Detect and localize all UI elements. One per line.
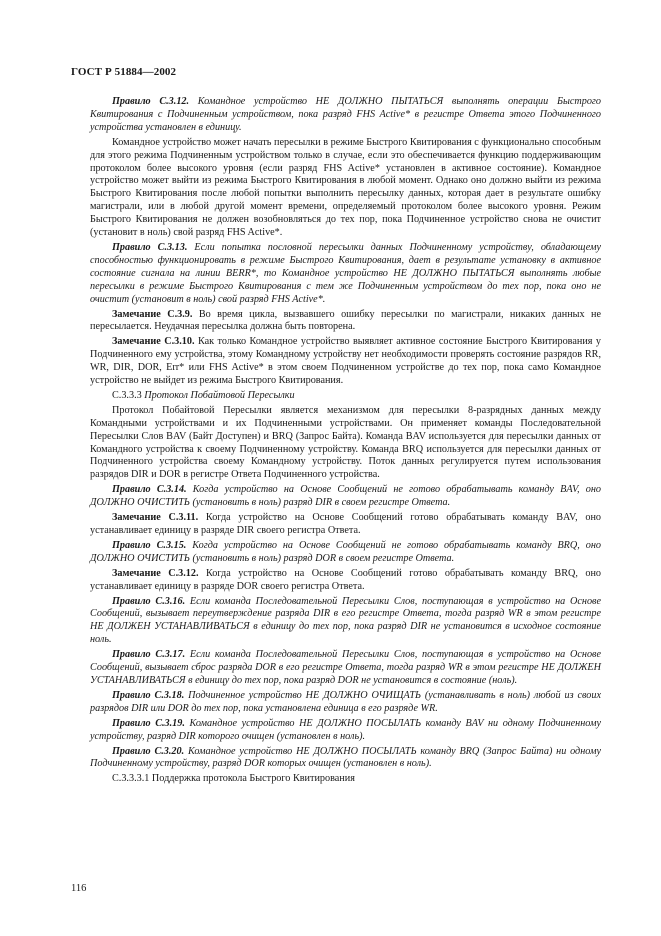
note-label: Замечание С.3.9. (112, 308, 193, 320)
rule-label: Правило С.3.13. (112, 241, 188, 253)
section-title: Поддержка протокола Быстрого Квитирования (151, 773, 355, 785)
rule-label: Правило С.3.19. (112, 717, 185, 729)
rule-text: Когда устройство на Основе Сообщений не готово обрабатывать команду BRQ, оно ДОЛЖНО ОЧИСТИТЬ (установить в ноль) разряд DOR в своем регистре Ответа. (90, 539, 601, 564)
rule-text: Если команда Последовательной Пересылки Слов, поступающая в устройство на Основе Сообщений, вызывает сброс разряда DOR в его регистре Ответа, тогда разряд WR в этом регистре НЕ ДОЛЖЕН УСТАНАВЛИВАТЬСЯ в единицу до тех пор, пока разряд DOR не установится в состояние (ноль). (90, 649, 601, 686)
note-paragraph (90, 336, 601, 388)
rule-text: Если попытка пословной пересылки данных Подчиненному устройству, обладающему способностью функционировать в режиме Быстрого Квитирования, дает в результате установку в активное состояние сигнала на линии BERR*, то Командное устройство НЕ ДОЛЖНО ПЫТАТЬСЯ выполнять любые пересылки в режиме Быстрого Квитирования с тем же Подчиненным устройством до тех пор, пока оно не очистит (установит в ноль) свой разряд FHS Active*. (90, 241, 601, 305)
body-paragraph: Протокол Побайтовой Пересылки является механизмом для пересылки 8-разрядных данных между Командными устройствами и их Подчиненными устройствами. Он применяет команды Последовательной Пересылки Слов BAV (Байт Доступен) и BRQ (Запрос Байта). Команда BAV используется для пересылки данных от Командного устройства к своему Подчиненному устройству. Команда BRQ используется для пересылки данных от Подчиненного устройства своему Командному устройству. Поток данных регулируется путем использования разрядов DIR и DOR в регистре Ответа Подчиненного устройства. (90, 404, 601, 481)
rule-paragraph (90, 596, 601, 648)
rule-text: Командное устройство НЕ ДОЛЖНО ПОСЫЛАТЬ команду BAV ни одному Подчиненному устройству, разряд DIR которого очищен (установлен в ноль). (90, 717, 601, 742)
note-label: Замечание С.3.11. (112, 512, 199, 524)
note-label: Замечание С.3.12. (112, 567, 199, 579)
note-text: Когда устройство на Основе Сообщений готово обрабатывать команду BRQ, оно устанавливает единицу в разряде DOR своего регистра Ответа. (90, 567, 601, 592)
note-text: Когда устройство на Основе Сообщений готово обрабатывать команду BAV, оно устанавливает единицу в разряде DIR своего регистра Ответа. (90, 512, 601, 536)
rule-paragraph (90, 540, 601, 566)
note-paragraph (90, 309, 601, 335)
rule-paragraph (90, 746, 601, 772)
section-number: С.3.3.3 (112, 389, 142, 401)
note-paragraph (90, 512, 601, 538)
section-title: Протокол Побайтовой Пересылки (144, 389, 295, 401)
rule-paragraph (90, 718, 601, 744)
rule-text: Когда устройство на Основе Сообщений не готово обрабатывать команду BAV, оно ДОЛЖНО ОЧИСТИТЬ (установить в ноль) разряд DIR в своем регистре Ответа. (90, 484, 601, 509)
rule-paragraph (90, 690, 601, 716)
body-paragraph: Командное устройство может начать пересылки в режиме Быстрого Квитирования с функционально способным для этого режима Подчиненным устройством только в случае, если это обеспечивается функцию поддерживающим протоколом более высокого уровня (если разряд FHS Active* установлен в активное состояние). Командное устройство может выйти из режима Быстрого Квитирования в любой момент. Однако оно должно выйти из режима Быстрого Квитирования после любой попытки выполнить пересылку данных, которая дает в результате ошибку магистрали, или в любой другой момент времени, определяемый протоколом более высокого уровня. Режим Быстрого Квитирования не должен возобновляться до тех пор, пока Подчиненное устройство снова не очистит (установит в ноль) свой разряд FHS Active*. (90, 136, 601, 239)
note-text: Во время цикла, вызвавшего ошибку пересылки по магистрали, никаких данных не пересылается. Неудачная пересылка должна быть повторена. (90, 308, 602, 333)
rule-label: Правило С.3.12. (112, 96, 190, 107)
page-number: 116 (71, 883, 87, 894)
document-body (90, 96, 601, 788)
rule-label: Правило С.3.15. (112, 539, 187, 551)
rule-label: Правило С.3.17. (112, 649, 186, 661)
rule-paragraph (90, 484, 601, 510)
rule-label: Правило С.3.20. (112, 745, 185, 757)
document-header: ГОСТ Р 51884—2002 (71, 66, 177, 78)
rule-text: Командное устройство НЕ ДОЛЖНО ПОСЫЛАТЬ команду BRQ (Запрос Байта) ни одному Подчиненному устройству, разряд DOR которых очищен (установлен в ноль). (90, 745, 601, 770)
note-paragraph (90, 568, 601, 594)
rule-label: Правило С.3.18. (112, 689, 185, 701)
section-heading (90, 773, 601, 786)
rule-label: Правило С.3.14. (112, 484, 187, 496)
rule-text: Командное устройство НЕ ДОЛЖНО ПЫТАТЬСЯ выполнять операции Быстрого Квитирования с Подчиненным устройством, пока разряд FHS Active* в регистре Ответа этого Подчиненного устройства установлен в единицу. (90, 96, 601, 133)
rule-text: Подчиненное устройство НЕ ДОЛЖНО ОЧИЩАТЬ (устанавливать в ноль) любой из своих разрядов DIR или DOR до тех пор, пока установлена единица в его разряде WR. (90, 689, 601, 714)
rule-paragraph (90, 649, 601, 688)
rule-text: Если команда Последовательной Пересылки Слов, поступающая в устройство на Основе Сообщений, вызывает переутверждение разряда DIR в его регистре Ответа, тогда разряд WR в этом регистре НЕ ДОЛЖЕН УСТАНАВЛИВАТЬСЯ в единицу до тех пор, пока разряд DIR не установится в исходное состояние ноль. (90, 595, 601, 646)
rule-paragraph (90, 242, 601, 307)
rule-paragraph (90, 96, 601, 135)
section-number: С.3.3.3.1 (112, 773, 150, 785)
note-text: Как только Командное устройство выявляет активное состояние Быстрого Квитирования у Подчиненного ему устройства, этому Командному устройству нет необходимости проверять состояние разрядов RR, WR, DIR, DOR, Err* или FHS Active* в этом своем Подчиненном устройстве до тех пор, пока само Командное устройство не выйдет из режима Быстрого Квитирования. (90, 336, 601, 387)
rule-label: Правило С.3.16. (112, 595, 186, 607)
note-label: Замечание С.3.10. (112, 336, 195, 348)
section-heading (90, 390, 601, 403)
